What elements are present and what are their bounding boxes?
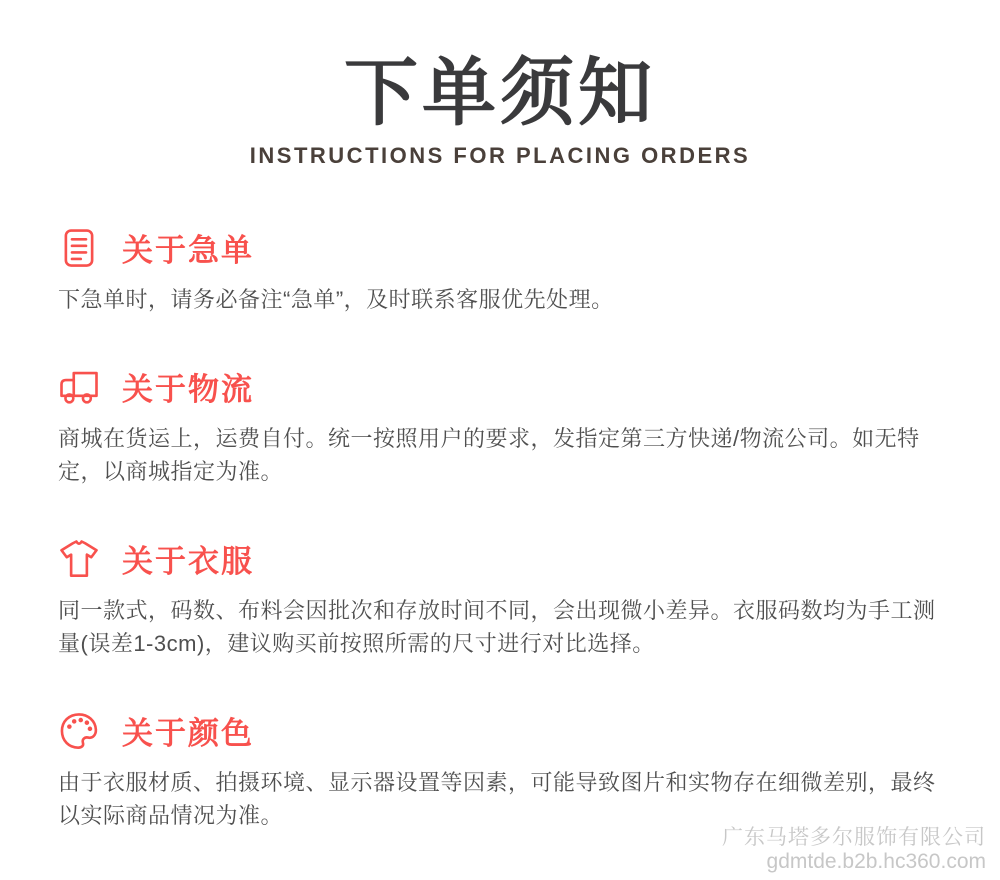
section-body-text: 下急单时，请务必备注“急单”，及时联系客服优先处理。 xyxy=(58,287,614,313)
section-header xyxy=(58,225,942,270)
section-body-text: 商城在货运上，运费自付。统一按照用户的要求，发指定第三方快递/物流公司。如无特定，以商城指定为准。 xyxy=(58,426,920,485)
palette-icon xyxy=(58,710,100,752)
section-heading: 关于急单 xyxy=(122,233,254,269)
section-color xyxy=(58,708,942,832)
section-heading: 关于物流 xyxy=(122,372,254,408)
section-logistics xyxy=(58,364,942,488)
delivery-truck-icon xyxy=(58,366,100,408)
section-urgent-orders xyxy=(58,225,942,316)
watermark-company-name: 广东马塔多尔服饰有限公司 xyxy=(722,826,986,849)
watermark-url: gdmtde.b2b.hc360.com xyxy=(766,850,986,873)
section-body-text: 由于衣服材质、拍摄环境、显示器设置等因素，可能导致图片和实物存在细微差别，最终以实际商品情况为准。 xyxy=(58,770,936,829)
document-list-icon xyxy=(58,227,100,269)
section-heading: 关于颜色 xyxy=(122,716,254,752)
sections-container xyxy=(58,225,942,832)
section-header xyxy=(58,536,942,581)
page-title: 下单须知 xyxy=(344,51,656,134)
tshirt-icon xyxy=(58,538,100,580)
section-header xyxy=(58,364,942,409)
section-header xyxy=(58,708,942,753)
section-heading: 关于衣服 xyxy=(122,544,254,580)
section-body-text: 同一款式，码数、布料会因批次和存放时间不同，会出现微小差异。衣服码数均为手工测量(误差1-3cm)，建议购买前按照所需的尺寸进行对比选择。 xyxy=(58,598,936,657)
section-clothing xyxy=(58,536,942,660)
page-subtitle: INSTRUCTIONS FOR PLACING ORDERS xyxy=(249,143,751,169)
watermark xyxy=(722,825,986,874)
